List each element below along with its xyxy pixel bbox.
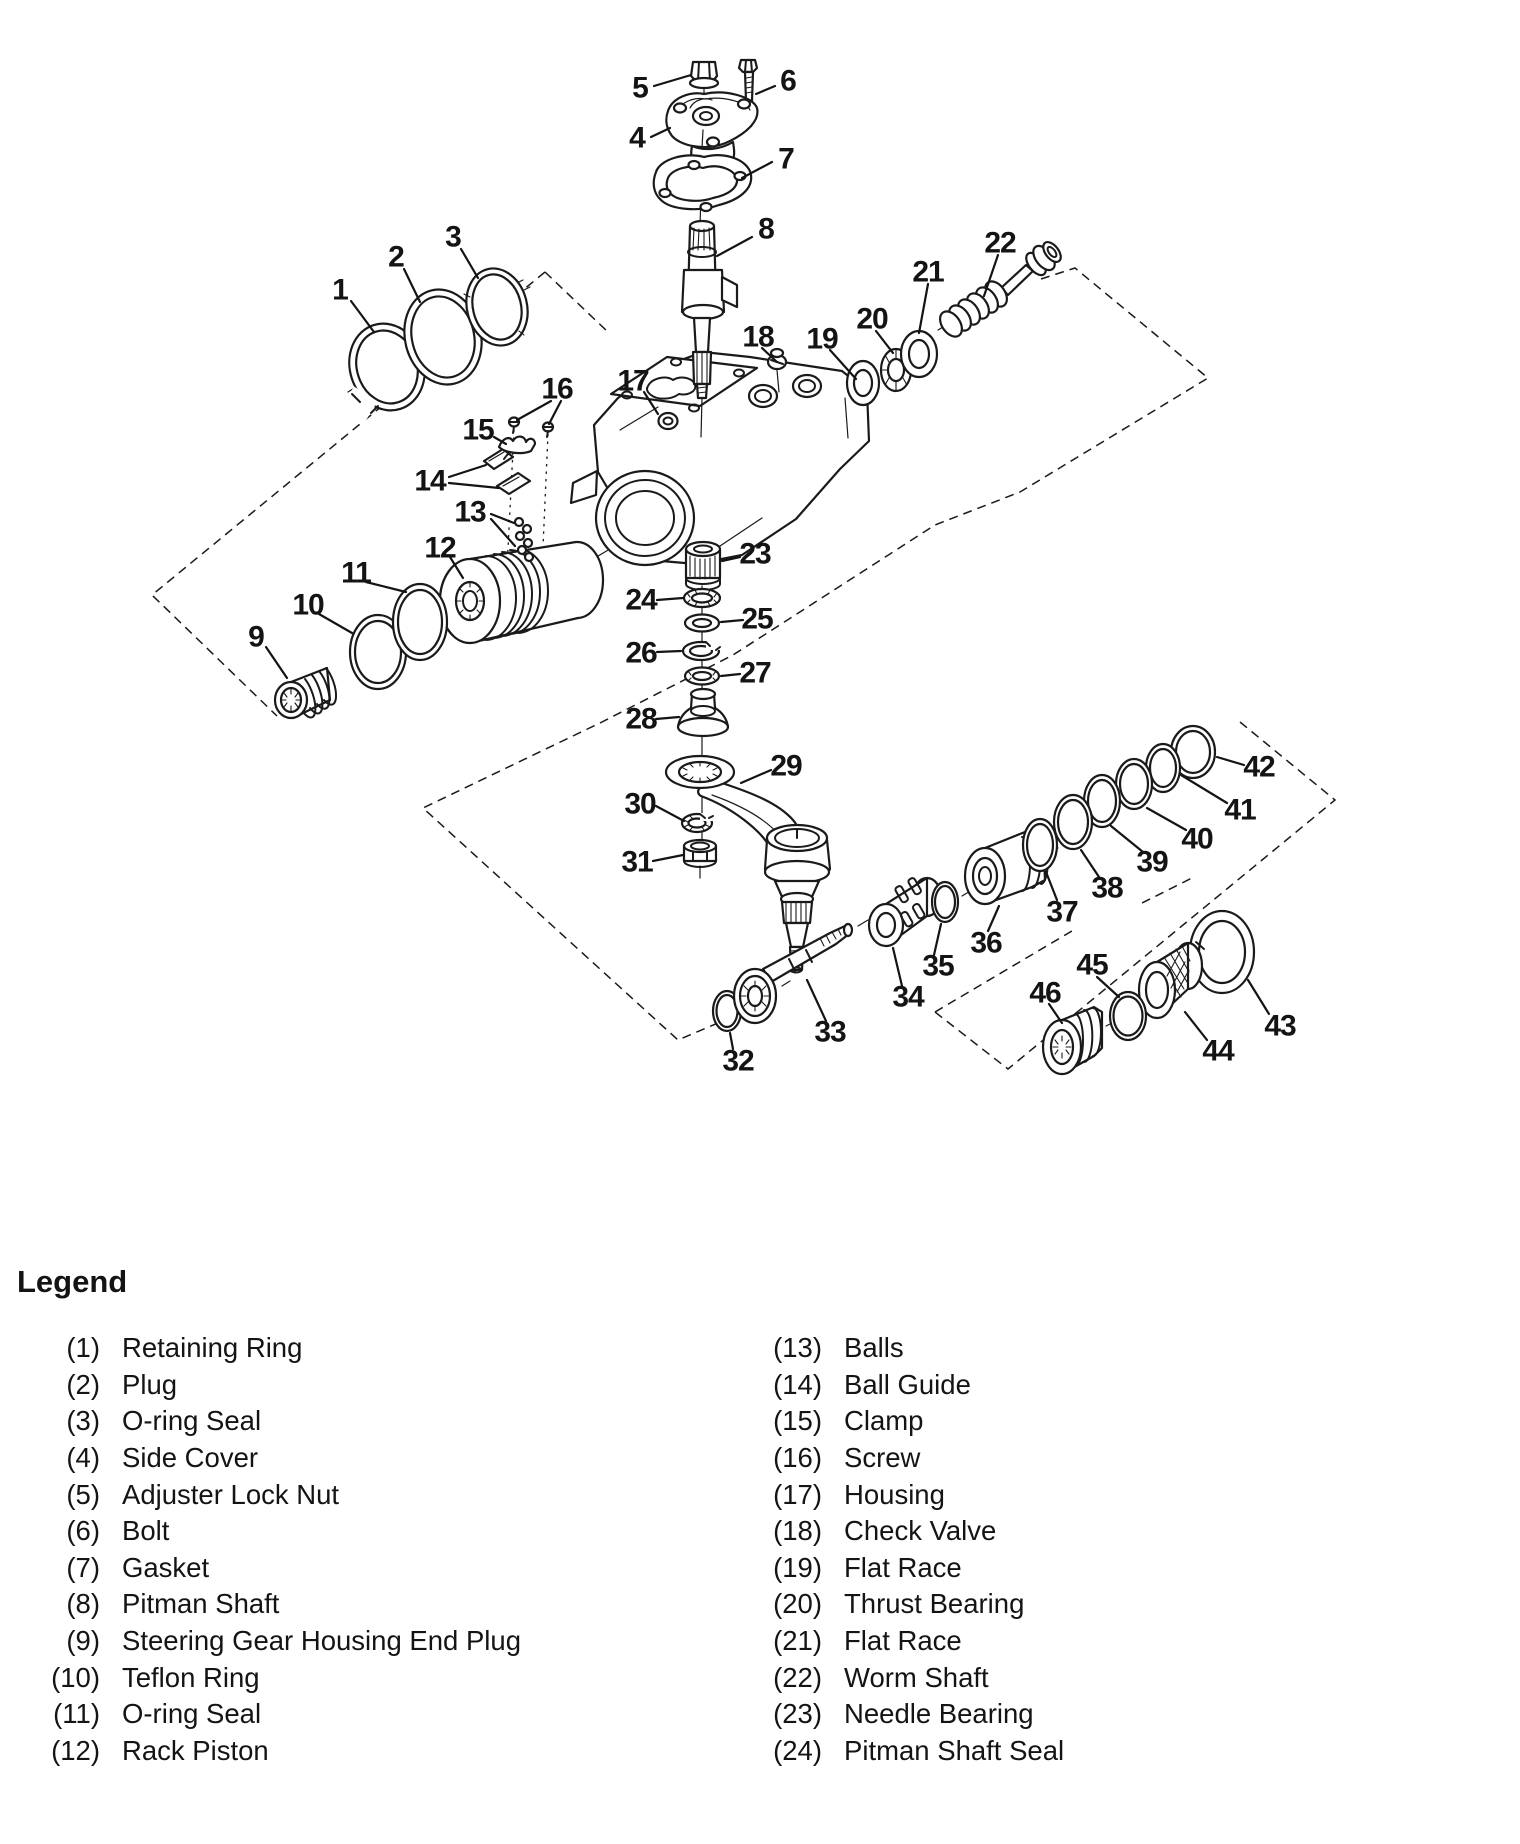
legend-item-label: Thrust Bearing [844,1588,1025,1620]
legend-item-label: O-ring Seal [122,1405,262,1437]
callout-3: 3 [445,220,461,254]
callout-22: 22 [984,226,1016,260]
callout-18: 18 [742,320,774,354]
part-flat-race-21 [901,331,937,377]
callout-43: 43 [1264,1009,1296,1043]
part-lock-washer-30 [682,813,714,832]
legend-item-number: (20) [773,1588,822,1620]
legend-item [700,1403,1400,1440]
legend-item-label: Housing [844,1478,945,1510]
callout-8: 8 [758,212,774,246]
legend-item-label: Rack Piston [122,1734,269,1766]
callout-28: 28 [625,702,657,736]
legend-column-left [14,1330,654,1769]
callout-46: 46 [1029,976,1061,1010]
callout-leader-14 [449,483,499,488]
legend-item-number: (12) [51,1734,100,1766]
legend-item-label: Steering Gear Housing End Plug [122,1625,521,1657]
callout-38: 38 [1091,871,1123,905]
callout-leader-10 [319,614,352,633]
legend-item-number: (22) [773,1661,822,1693]
legend-item-label: Gasket [122,1551,210,1583]
callout-leader-27 [721,674,740,676]
legend-column-right [700,1330,1400,1769]
legend-item [14,1586,654,1623]
legend-item-label: Pitman Shaft Seal [844,1734,1065,1766]
callouts [248,65,1296,1078]
legend-item-number: (9) [66,1625,100,1657]
legend-item-label: Check Valve [844,1515,997,1547]
legend-item-label: Plug [122,1368,178,1400]
callout-12: 12 [424,531,456,565]
legend-item-label: Flat Race [844,1551,962,1583]
callout-40: 40 [1181,822,1213,856]
callout-leader-11 [366,582,406,592]
legend-item-label: Teflon Ring [122,1661,260,1693]
legend-item-label: Ball Guide [844,1368,971,1400]
callout-leader-31 [653,855,683,861]
legend-item [700,1476,1400,1513]
legend-item-label: Adjuster Lock Nut [122,1478,340,1510]
callout-45: 45 [1076,948,1108,982]
legend-item-number: (14) [773,1368,822,1400]
legend-item-number: (7) [66,1551,100,1583]
legend-item-number: (17) [773,1478,822,1510]
callout-42: 42 [1243,750,1275,784]
part-pitman-shaft-seal [684,589,720,607]
legend-item [700,1623,1400,1660]
callout-17: 17 [617,364,649,398]
legend-item [700,1696,1400,1733]
callout-15: 15 [462,413,494,447]
callout-1: 1 [332,273,348,307]
callout-25: 25 [741,602,773,636]
callout-33: 33 [814,1015,846,1049]
callout-37: 37 [1046,895,1078,929]
part-washer-25 [685,615,719,632]
callout-34: 34 [892,980,924,1014]
legend-item [700,1513,1400,1550]
callout-44: 44 [1202,1034,1234,1068]
callout-39: 39 [1136,845,1168,879]
callout-leader-9 [266,647,287,678]
part-clamp [499,437,535,454]
legend-item [14,1696,654,1733]
part-snap-ring-26 [683,641,722,660]
callout-5: 5 [632,71,648,105]
callout-leader-41 [1181,775,1227,803]
legend-item-number: (16) [773,1442,822,1474]
legend-item [700,1586,1400,1623]
legend-item-number: (3) [66,1405,100,1437]
legend-item-number: (23) [773,1698,822,1730]
callout-leader-3 [461,249,478,278]
part-needle-bearing [686,542,720,590]
callout-35: 35 [922,949,954,983]
legend-item [14,1550,654,1587]
legend-item [14,1330,654,1367]
part-housing [571,352,869,565]
part-dust-cap [678,689,728,736]
callout-leader-30 [656,806,684,821]
legend-item-number: (11) [53,1698,100,1730]
callout-27: 27 [739,656,771,690]
legend-item-number: (2) [66,1368,100,1400]
callout-19: 19 [806,322,838,356]
legend-item-label: O-ring Seal [122,1698,262,1730]
part-screws [509,418,553,438]
legend-item [14,1367,654,1404]
legend-item [14,1659,654,1696]
callout-leader-14 [449,465,486,477]
legend-item-label: Bolt [122,1515,170,1547]
callout-leader-42 [1217,757,1244,765]
part-end-plug-46 [1043,1007,1102,1074]
legend-item [700,1367,1400,1404]
callout-leader-24 [657,598,683,600]
legend-item-number: (8) [66,1588,100,1620]
callout-24: 24 [625,583,657,617]
part-oring-35 [932,882,958,922]
callout-leader-29 [741,770,771,783]
legend-item [700,1440,1400,1477]
callout-leader-21 [919,284,928,333]
callout-7: 7 [778,142,794,176]
callout-32: 32 [722,1044,754,1078]
callout-26: 26 [625,636,657,670]
callout-29: 29 [770,749,802,783]
callout-leader-5 [654,75,691,86]
part-gasket [654,155,751,211]
callout-leader-6 [756,86,775,94]
legend-item-number: (4) [66,1442,100,1474]
legend-item-label: Clamp [844,1405,924,1437]
callout-41: 41 [1224,793,1256,827]
legend-item-number: (15) [773,1405,822,1437]
legend-item [14,1623,654,1660]
callout-leader-1 [351,301,374,332]
callout-leader-26 [657,651,681,652]
callout-36: 36 [970,926,1002,960]
callout-20: 20 [856,302,888,336]
legend-item [14,1733,654,1770]
callout-10: 10 [292,588,324,622]
legend-item-number: (13) [773,1332,822,1364]
legend-item-number: (5) [66,1478,100,1510]
part-flat-race-19 [847,361,879,405]
callout-23: 23 [739,537,771,571]
part-washer-27 [685,668,719,685]
legend-item [700,1330,1400,1367]
callout-16: 16 [541,372,573,406]
callout-9: 9 [248,620,264,654]
legend-item-number: (19) [773,1551,822,1583]
callout-leader-2 [404,269,420,302]
legend-item-label: Balls [844,1332,904,1364]
legend-title: Legend [17,1264,128,1299]
legend-item [700,1550,1400,1587]
legend-item [14,1513,654,1550]
legend-item-number: (10) [51,1661,100,1693]
callout-14: 14 [414,464,446,498]
callout-30: 30 [624,787,656,821]
legend-item-number: (21) [773,1625,822,1657]
callout-leader-4 [651,128,670,137]
legend-item-label: Retaining Ring [122,1332,303,1364]
legend-item-label: Needle Bearing [844,1698,1034,1730]
callout-2: 2 [388,240,404,274]
callout-6: 6 [780,64,796,98]
legend-item-number: (6) [66,1515,100,1547]
part-bolt [739,60,757,101]
legend-item [14,1440,654,1477]
callout-31: 31 [621,845,653,879]
legend-item-label: Worm Shaft [844,1661,989,1693]
legend-item-number: (24) [773,1734,822,1766]
callout-11: 11 [341,556,371,590]
part-adjuster-lock-nut [690,62,718,88]
legend-item-label: Flat Race [844,1625,962,1657]
callout-leader-25 [721,620,743,622]
legend-item-label: Pitman Shaft [122,1588,280,1620]
legend-item [14,1476,654,1513]
part-bearing-cage-34 [869,877,941,946]
part-oring-45 [1110,992,1146,1040]
callout-leader-28 [656,717,679,719]
callout-4: 4 [629,121,645,155]
legend-item [700,1733,1400,1770]
legend-item-number: (1) [66,1332,100,1364]
part-pitman-arm [666,756,830,973]
callout-leader-8 [717,237,752,256]
callout-leader-40 [1147,808,1186,830]
callout-13: 13 [454,495,486,529]
legend-item [700,1659,1400,1696]
callout-21: 21 [912,255,944,289]
legend-item-label: Screw [844,1442,921,1474]
legend-item-number: (18) [773,1515,822,1547]
part-nut-31 [684,840,716,867]
part-oring-seal-11 [393,584,447,660]
part-rack-piston [440,542,603,643]
legend-item [14,1403,654,1440]
legend-item-label: Side Cover [122,1442,259,1474]
